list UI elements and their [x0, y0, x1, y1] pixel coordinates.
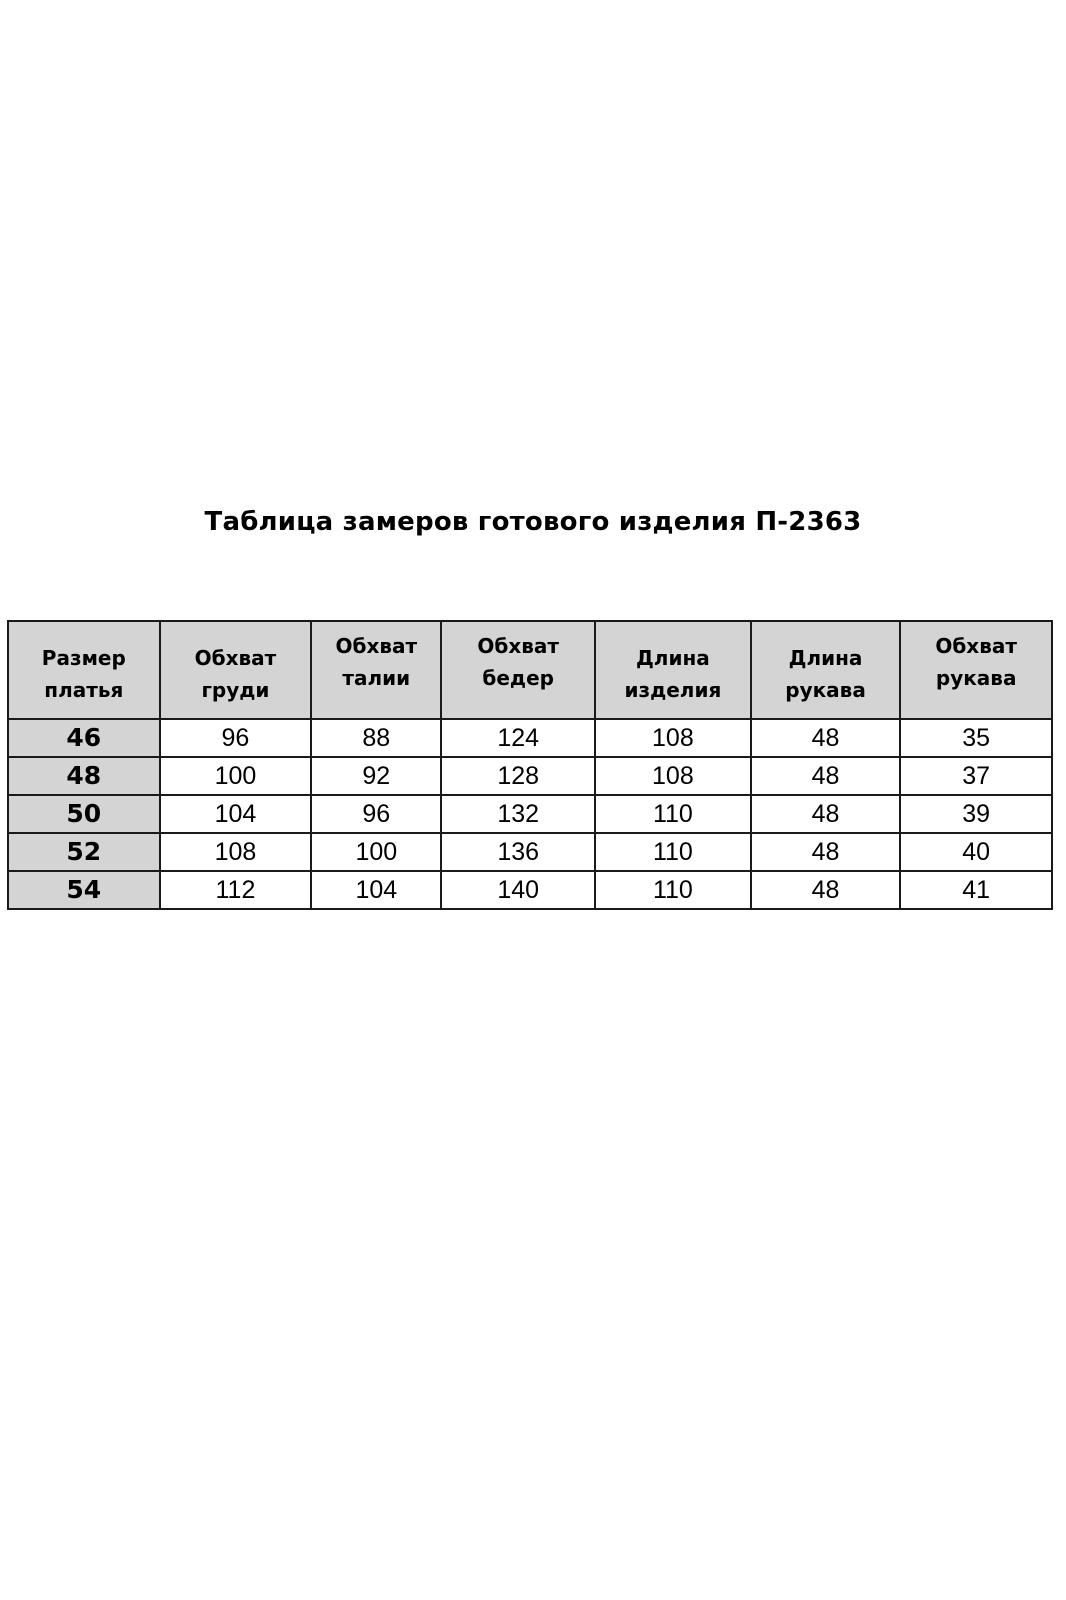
header-garment-length: Длина изделия	[595, 621, 751, 719]
header-waist-girth: Обхват талии	[311, 621, 441, 719]
size-cell: 52	[8, 833, 160, 871]
header-hip-girth: Обхват бедер	[441, 621, 595, 719]
table-cell: 96	[311, 795, 441, 833]
size-cell: 54	[8, 871, 160, 909]
table-cell: 48	[751, 757, 901, 795]
size-cell: 48	[8, 757, 160, 795]
header-chest-girth: Обхват груди	[160, 621, 312, 719]
table-row	[8, 833, 1052, 871]
table-cell: 110	[595, 833, 751, 871]
table-cell: 48	[751, 795, 901, 833]
table-cell: 100	[160, 757, 312, 795]
table-cell: 100	[311, 833, 441, 871]
table-cell: 92	[311, 757, 441, 795]
table-cell: 39	[900, 795, 1052, 833]
table-cell: 104	[311, 871, 441, 909]
table-cell: 110	[595, 871, 751, 909]
table-cell: 35	[900, 719, 1052, 757]
table-row	[8, 719, 1052, 757]
table-cell: 124	[441, 719, 595, 757]
table-cell: 104	[160, 795, 312, 833]
table-cell: 112	[160, 871, 312, 909]
table-cell: 48	[751, 871, 901, 909]
table-cell: 48	[751, 833, 901, 871]
table-header-row	[8, 621, 1052, 719]
page-title: Таблица замеров готового изделия П-2363	[204, 507, 862, 537]
table-row	[8, 795, 1052, 833]
table-cell: 128	[441, 757, 595, 795]
table-cell: 88	[311, 719, 441, 757]
table-cell: 140	[441, 871, 595, 909]
size-cell: 50	[8, 795, 160, 833]
table-row	[8, 757, 1052, 795]
table-cell: 96	[160, 719, 312, 757]
table-cell: 108	[595, 719, 751, 757]
size-table	[7, 620, 1053, 910]
table-row	[8, 871, 1052, 909]
size-cell: 46	[8, 719, 160, 757]
table-cell: 40	[900, 833, 1052, 871]
table-cell: 136	[441, 833, 595, 871]
table-cell: 41	[900, 871, 1052, 909]
table-cell: 110	[595, 795, 751, 833]
table-cell: 132	[441, 795, 595, 833]
table-cell: 108	[160, 833, 312, 871]
table-cell: 37	[900, 757, 1052, 795]
header-sleeve-length: Длина рукава	[751, 621, 901, 719]
header-sleeve-girth: Обхват рукава	[900, 621, 1052, 719]
table-cell: 48	[751, 719, 901, 757]
table-cell: 108	[595, 757, 751, 795]
header-dress-size: Размер платья	[8, 621, 160, 719]
